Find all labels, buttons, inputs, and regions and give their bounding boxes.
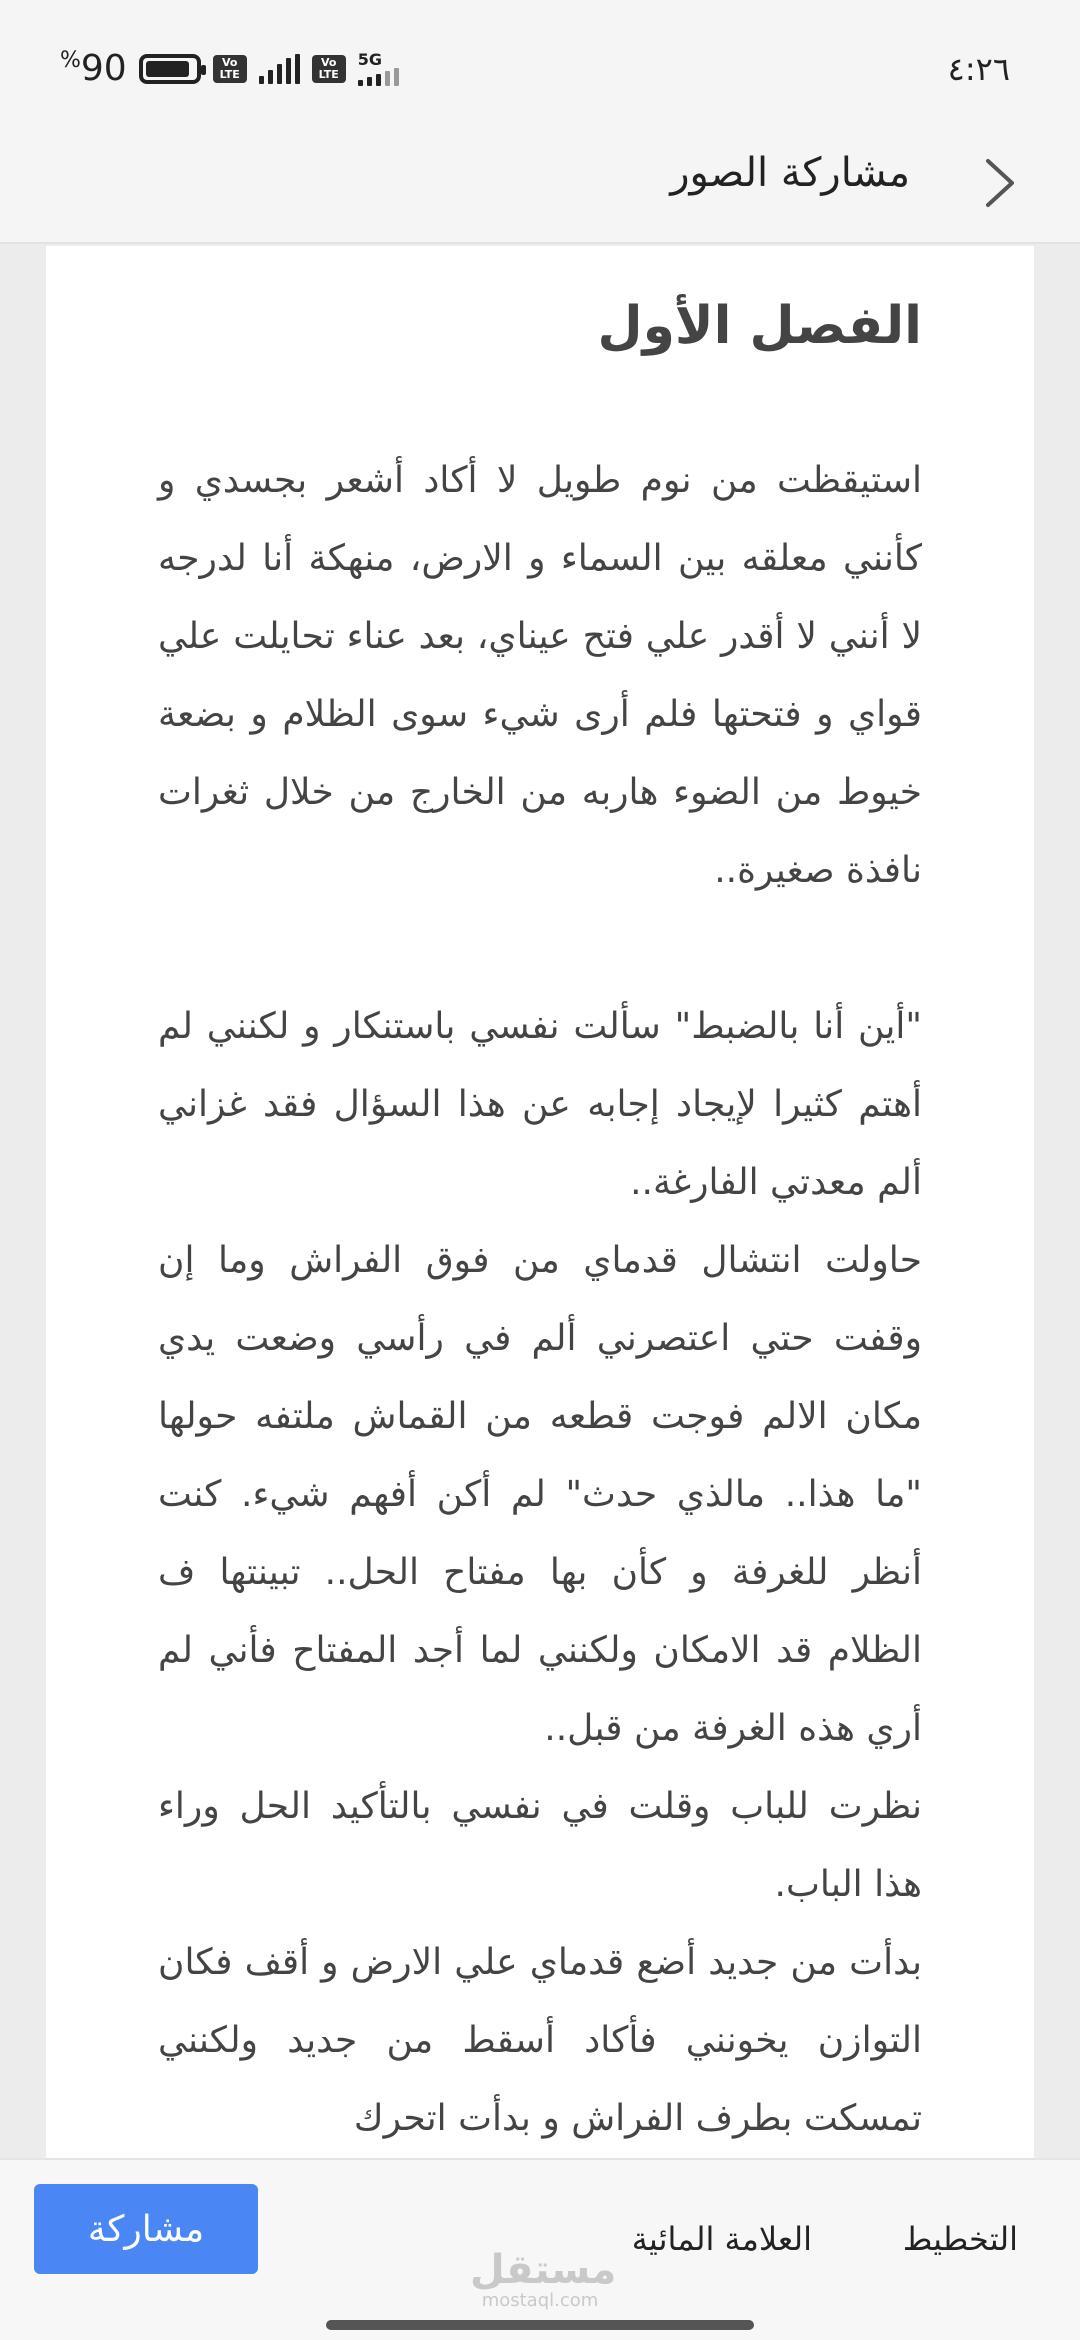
volte-icon-2: Vo LTE	[312, 55, 346, 83]
chevron-right-icon	[982, 155, 1018, 211]
layout-button[interactable]: التخطيط	[902, 2220, 1018, 2258]
battery-icon	[139, 54, 201, 84]
home-indicator[interactable]	[326, 2320, 754, 2330]
paragraph: بدأت من جديد أضع قدماي علي الارض و أقف فكان التوازن يخونني فأكاد أسقط من جديد ولكنني تمسكت بطرف الفراش و بدأت اتحرك	[158, 1942, 922, 2139]
document-body	[158, 442, 922, 2158]
watermark-button[interactable]: العلامة المائية	[631, 2220, 812, 2258]
header	[0, 130, 1080, 244]
paragraph: استيقظت من نوم طويل لا أكاد أشعر بجسدي و كأنني معلقه بين السماء و الارض، منهكة أنا لدرجه لا أنني لا أقدر علي فتح عيناي، بعد عناء تحايلت علي قواي و فتحتها فلم أرى شيء سوى الظلام و بضعة خيوط من الضوء هاربه من الخارج من خلال ثغرات نافذة صغيرة..	[158, 460, 922, 891]
logo-arabic: مستقل	[470, 2247, 617, 2293]
volte-icon: Vo LTE	[213, 55, 247, 83]
battery-percent-sign: %	[60, 48, 81, 73]
logo-english: mostaql.com	[481, 2290, 599, 2311]
network-5g-icon	[357, 49, 399, 86]
battery-level	[60, 48, 127, 89]
paragraph: حاولت انتشال قدماي من فوق الفراش وما إن وقفت حتي اعتصرني ألم في رأسي وضعت يدي مكان الالم فوجت قطعه من القماش ملتفه حولها "ما هذا.. مالذي حدث" لم أكن أفهم شيء. كنت أنظر للغرفة و كأن بها مفتاح الحل.. تبينتها ف الظلام قد الامكان ولكنني لما أجد المفتاح فأني لم أري هذه الغرفة من قبل..	[158, 1240, 922, 1749]
page-title: مشاركة الصور	[670, 150, 910, 196]
share-button[interactable]: مشاركة	[34, 2184, 258, 2274]
bottom-toolbar	[0, 2158, 1080, 2340]
battery-level-value: 90	[80, 48, 127, 89]
paragraph: نظرت للباب وقلت في نفسي بالتأكيد الحل وراء هذا الباب.	[158, 1786, 922, 1905]
status-icons	[60, 48, 399, 89]
chapter-title: الفصل الأول	[597, 296, 922, 356]
network-label: 5G	[357, 49, 382, 69]
paragraph: "أين أنا بالضبط" سألت نفسي باستنكار و لكنني لم أهتم كثيرا لإيجاد إجابه عن هذا السؤال فقد غزاني ألم معدتي الفارغة..	[158, 1006, 922, 1203]
status-time: ٤:٢٦	[947, 50, 1010, 88]
back-button[interactable]	[970, 148, 1030, 218]
mostaql-logo	[470, 2247, 617, 2312]
status-bar	[0, 0, 1080, 130]
signal-icon	[259, 54, 300, 84]
document-page[interactable]	[46, 246, 1034, 2158]
